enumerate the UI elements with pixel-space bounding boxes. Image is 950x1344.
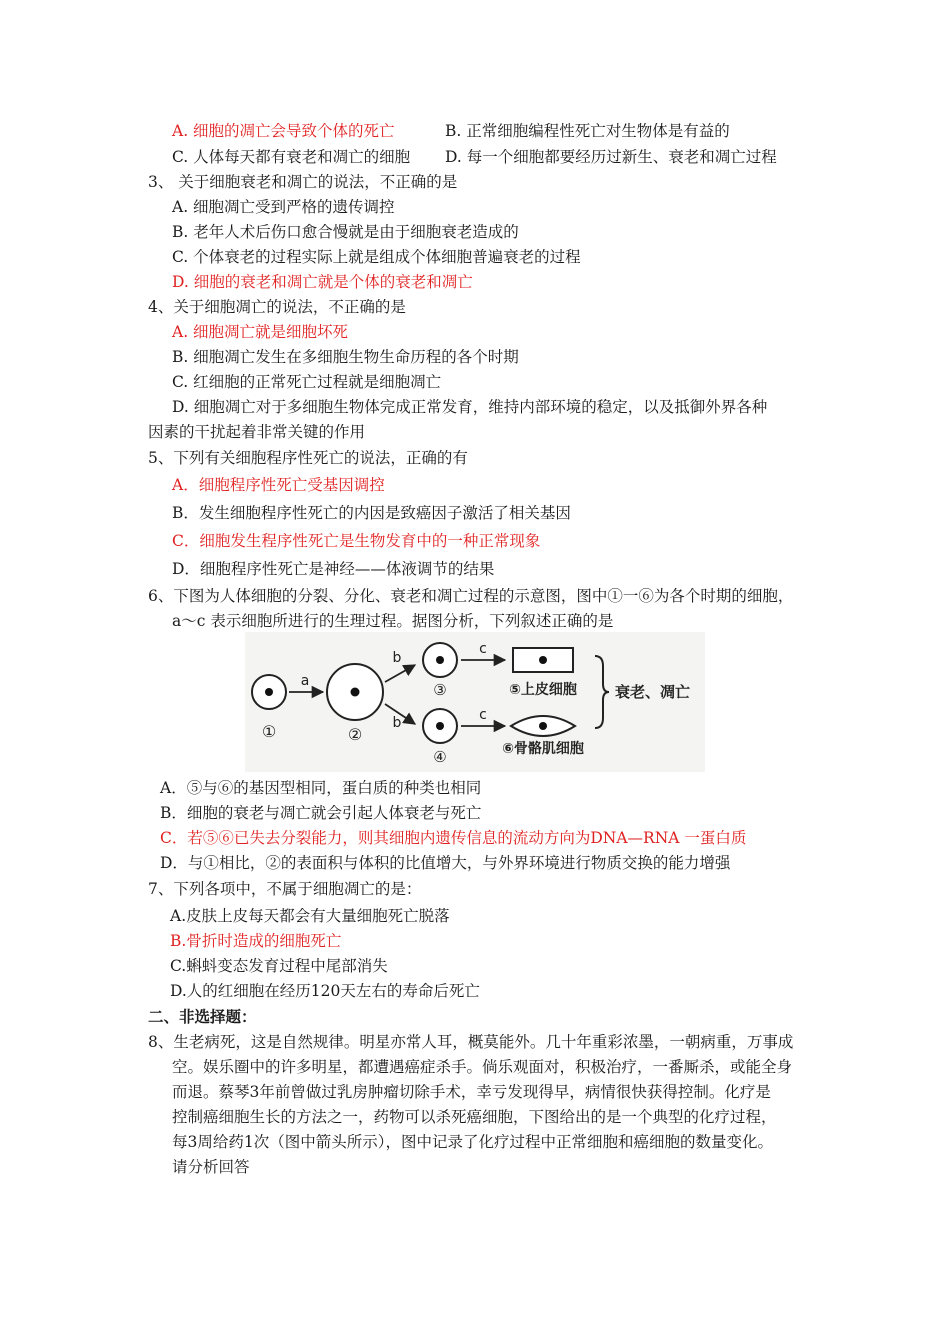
cell-process-diagram [245,632,705,772]
q8-line3: 而退。蔡琴3年前曾做过乳房肿瘤切除手术，幸亏发现得早，病情很快获得控制。化疗是 [172,1083,771,1101]
label-cell-4: ④ [433,748,447,766]
q4-option-b: B. 细胞凋亡发生在多细胞生物生命历程的各个时期 [172,348,519,366]
cell-3-nucleus [436,656,444,664]
q7-option-a: A.皮肤上皮每天都会有大量细胞死亡脱落 [170,907,450,925]
q7-option-d: D.人的红细胞在经历120天左右的寿命后死亡 [170,982,480,1000]
q2-option-c: C. 人体每天都有衰老和凋亡的细胞 [172,148,411,166]
q5-option-a: A．细胞程序性死亡受基因调控 [172,476,385,494]
cell-6-nucleus [539,722,547,730]
q4-option-c: C. 红细胞的正常死亡过程就是细胞凋亡 [172,373,442,391]
q2-option-a: A. 细胞的凋亡会导致个体的死亡 [172,122,395,140]
q8-line4: 控制癌细胞生长的方法之一，药物可以杀死癌细胞，下图给出的是一个典型的化疗过程， [172,1108,777,1126]
q4-option-d-line1: D. 细胞凋亡对于多细胞生物体完成正常发育，维持内部环境的稳定，以及抵御外界各种 [172,398,768,416]
label-cell-3: ③ [433,681,447,699]
label-cell-2: ② [347,725,363,744]
q5-option-d: D．细胞程序性死亡是神经——体液调节的结果 [172,560,495,578]
q8-line6: 请分析回答 [172,1158,250,1176]
q6-option-c: C．若⑤⑥已失去分裂能力，则其细胞内遗传信息的流动方向为DNA—RNA 一蛋白质 [160,829,747,847]
diagram-background [245,632,705,772]
q8-line5: 每3周给药1次（图中箭头所示），图中记录了化疗过程中正常细胞和癌细胞的数量变化。 [172,1133,773,1151]
label-a: a [300,673,310,689]
label-cell-5: ⑤上皮细胞 [509,682,577,698]
q5-option-b: B．发生细胞程序性死亡的内因是致癌因子激活了相关基因 [172,504,571,522]
q5-option-c: C．细胞发生程序性死亡是生物发育中的一种正常现象 [172,532,541,550]
q6-option-a: A．⑤与⑥的基因型相同，蛋白质的种类也相同 [160,779,482,797]
label-fate: 衰老、凋亡 [615,683,691,701]
q3-option-a: A. 细胞凋亡受到严格的遗传调控 [172,198,395,216]
cell-process-svg [245,632,705,772]
q6-stem-line1: 6、下图为人体细胞的分裂、分化、衰老和凋亡过程的示意图，图中①一⑥为各个时期的细胞， [148,587,794,605]
q3-option-d: D. 细胞的衰老和凋亡就是个体的衰老和凋亡 [172,273,473,291]
q3-option-c: C. 个体衰老的过程实际上就是组成个体细胞普遍衰老的过程 [172,248,581,266]
q4-option-a: A. 细胞凋亡就是细胞坏死 [172,323,349,341]
q8-line2: 空。娱乐圈中的许多明星，都遭遇癌症杀手。倘乐观面对，积极治疗，一番厮杀，或能全身 [172,1058,793,1076]
q6-option-b: B．细胞的衰老与凋亡就会引起人体衰老与死亡 [160,804,482,822]
section-2-heading: 二、非选择题： [148,1007,257,1026]
q4-option-d-line2: 因素的干扰起着非常关键的作用 [148,423,366,441]
q7-option-b: B.骨折时造成的细胞死亡 [170,932,342,950]
q4-stem: 4、关于细胞凋亡的说法，不正确的是 [148,298,406,316]
q7-option-c: C.蝌蚪变态发育过程中尾部消失 [170,957,388,975]
q2-option-d: D. 每一个细胞都要经历过新生、衰老和凋亡过程 [445,148,777,166]
q2-option-b: B. 正常细胞编程性死亡对生物体是有益的 [445,122,730,140]
label-c-top: c [479,641,487,657]
label-cell-1: ① [261,722,277,741]
cell-4-nucleus [436,722,444,730]
label-b-bottom: b [392,715,402,731]
q3-option-b: B. 老年人术后伤口愈合慢就是由于细胞衰老造成的 [172,223,519,241]
q6-stem-line2: a～c 表示细胞所进行的生理过程。据图分析，下列叙述正确的是 [172,612,614,630]
q6-option-d: D．与①相比，②的表面积与体积的比值增大，与外界环境进行物质交换的能力增强 [160,854,731,872]
q3-stem: 3、 关于细胞衰老和凋亡的说法，不正确的是 [148,173,458,191]
label-c-bottom: c [479,707,487,723]
q5-stem: 5、下列有关细胞程序性死亡的说法，正确的有 [148,449,468,467]
q7-stem: 7、下列各项中，不属于细胞凋亡的是： [148,880,422,898]
cell-1-nucleus [265,688,273,696]
q8-line1: 8、生老病死，这是自然规律。明星亦常人耳，概莫能外。几十年重彩浓墨，一朝病重，万事成 [148,1033,794,1051]
label-cell-6: ⑥骨骼肌细胞 [502,741,584,757]
label-b-top: b [392,650,402,666]
cell-5-nucleus [539,656,547,664]
cell-2-nucleus [351,688,360,697]
